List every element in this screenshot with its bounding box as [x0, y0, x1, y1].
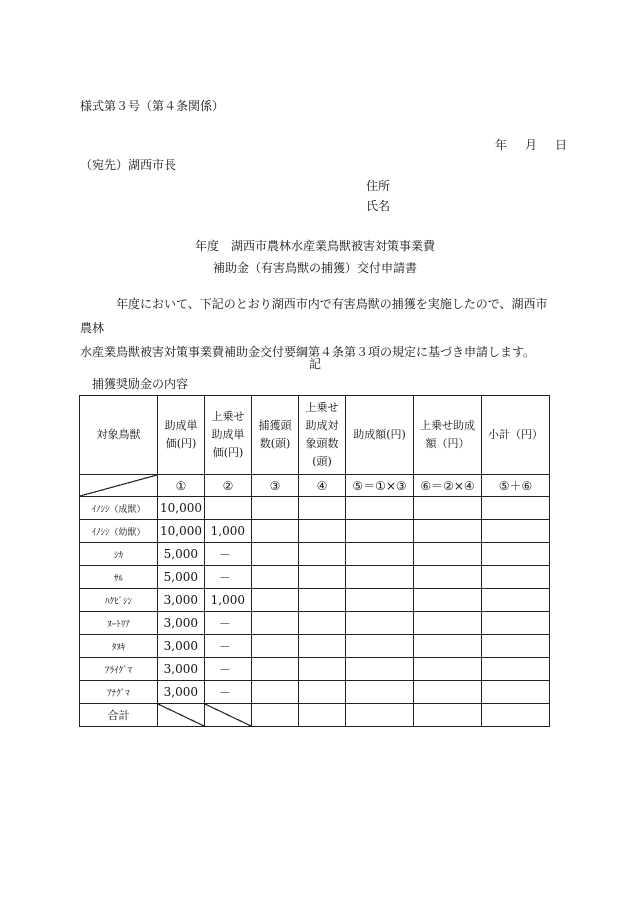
animal-name-cell: ｻﾙ	[80, 566, 158, 589]
addressee: （宛先）湖西市長	[80, 158, 177, 172]
body-text	[80, 292, 550, 364]
extra-amount-cell[interactable]	[414, 589, 482, 612]
numbering-cell: ④	[299, 475, 346, 497]
extra-unit-price-cell	[205, 497, 252, 520]
table-row	[80, 543, 550, 566]
subtotal-cell[interactable]	[482, 497, 550, 520]
extra-amount-cell[interactable]	[414, 497, 482, 520]
subtotal-cell[interactable]	[482, 681, 550, 704]
table-row	[80, 681, 550, 704]
header-cell: 助成単価(円)	[158, 396, 205, 475]
heads-cell[interactable]	[252, 612, 299, 635]
total-amount-cell[interactable]	[346, 704, 414, 727]
table-row	[80, 520, 550, 543]
name-label: 氏名	[366, 199, 391, 213]
animal-name-cell: ﾇｰﾄﾘｱ	[80, 612, 158, 635]
header-cell: 助成額(円)	[346, 396, 414, 475]
extra-amount-cell[interactable]	[414, 635, 482, 658]
unit-price-cell: 10,000	[158, 520, 205, 543]
extra-unit-price-cell: －	[205, 543, 252, 566]
title-line-1: 年度 湖西市農林水産業鳥獣被害対策事業費	[194, 239, 435, 253]
total-extra-heads-cell[interactable]	[299, 704, 346, 727]
table-row	[80, 566, 550, 589]
subtotal-cell[interactable]	[482, 658, 550, 681]
extra-heads-cell[interactable]	[299, 520, 346, 543]
table-row	[80, 635, 550, 658]
heads-cell[interactable]	[252, 497, 299, 520]
heads-cell[interactable]	[252, 589, 299, 612]
animal-name-cell: ﾀﾇｷ	[80, 635, 158, 658]
animal-name-cell: ﾊｸﾋﾞｼﾝ	[80, 589, 158, 612]
numbering-row	[80, 475, 550, 497]
numbering-cell: ③	[252, 475, 299, 497]
unit-price-cell: 5,000	[158, 543, 205, 566]
numbering-cell: ②	[205, 475, 252, 497]
total-subtotal-cell[interactable]	[482, 704, 550, 727]
section-title: 捕獲奨励金の内容	[92, 377, 189, 391]
numbering-cell: ⑤＝①×③	[346, 475, 414, 497]
heads-cell[interactable]	[252, 566, 299, 589]
header-cell: 小計（円）	[482, 396, 550, 475]
table-row	[80, 658, 550, 681]
unit-price-cell: 3,000	[158, 589, 205, 612]
extra-unit-price-cell: －	[205, 658, 252, 681]
animal-name-cell: ｱﾅｸﾞﾏ	[80, 681, 158, 704]
unit-price-cell: 3,000	[158, 681, 205, 704]
extra-heads-cell[interactable]	[299, 566, 346, 589]
amount-cell[interactable]	[346, 497, 414, 520]
heads-cell[interactable]	[252, 520, 299, 543]
heads-cell[interactable]	[252, 681, 299, 704]
animal-name-cell: ｼｶ	[80, 543, 158, 566]
ki-mark: 記	[309, 357, 322, 371]
extra-unit-price-cell: 1,000	[205, 520, 252, 543]
subsidy-table	[79, 395, 550, 727]
unit-price-cell: 10,000	[158, 497, 205, 520]
extra-unit-price-cell: －	[205, 681, 252, 704]
extra-amount-cell[interactable]	[414, 566, 482, 589]
heads-cell[interactable]	[252, 543, 299, 566]
total-heads-cell[interactable]	[252, 704, 299, 727]
extra-heads-cell[interactable]	[299, 497, 346, 520]
numbering-cell: ⑥＝②×④	[414, 475, 482, 497]
header-cell: 上乗せ助成対象頭数(頭)	[299, 396, 346, 475]
unit-price-cell: 5,000	[158, 566, 205, 589]
animal-name-cell: ｱﾗｲｸﾞﾏ	[80, 658, 158, 681]
subtotal-cell[interactable]	[482, 520, 550, 543]
extra-unit-price-cell: －	[205, 612, 252, 635]
extra-heads-cell[interactable]	[299, 612, 346, 635]
subtotal-cell[interactable]	[482, 543, 550, 566]
amount-cell[interactable]	[346, 658, 414, 681]
address-label: 住所	[366, 179, 391, 193]
extra-heads-cell[interactable]	[299, 681, 346, 704]
numbering-cell: ⑤＋⑥	[482, 475, 550, 497]
extra-unit-price-cell: 1,000	[205, 589, 252, 612]
total-blank-cell	[158, 704, 205, 727]
body-line-1: 年度において、下記のとおり湖西市内で有害鳥獣の捕獲を実施したので、湖西市農林	[80, 297, 548, 335]
date-line: 年 月 日	[495, 138, 571, 152]
extra-unit-price-cell: －	[205, 635, 252, 658]
amount-cell[interactable]	[346, 635, 414, 658]
subtotal-cell[interactable]	[482, 612, 550, 635]
numbering-cell: ①	[158, 475, 205, 497]
extra-heads-cell[interactable]	[299, 658, 346, 681]
amount-cell[interactable]	[346, 589, 414, 612]
body-line-2: 水産業鳥獣被害対策事業費補助金交付要綱第４条第３項の規定に基づき申請します。	[80, 345, 536, 359]
extra-amount-cell[interactable]	[414, 520, 482, 543]
unit-price-cell: 3,000	[158, 635, 205, 658]
total-extra-amount-cell[interactable]	[414, 704, 482, 727]
extra-heads-cell[interactable]	[299, 589, 346, 612]
extra-heads-cell[interactable]	[299, 635, 346, 658]
table-row	[80, 589, 550, 612]
unit-price-cell: 3,000	[158, 612, 205, 635]
extra-amount-cell[interactable]	[414, 658, 482, 681]
extra-amount-cell[interactable]	[414, 612, 482, 635]
total-blank-cell	[205, 704, 252, 727]
header-cell: 上乗せ助成単価(円)	[205, 396, 252, 475]
total-row	[80, 704, 550, 727]
extra-heads-cell[interactable]	[299, 543, 346, 566]
form-number: 様式第３号（第４条関係）	[80, 99, 225, 113]
table-row	[80, 497, 550, 520]
header-cell: 対象鳥獣	[80, 396, 158, 475]
subtotal-cell[interactable]	[482, 566, 550, 589]
extra-unit-price-cell: －	[205, 566, 252, 589]
amount-cell[interactable]	[346, 566, 414, 589]
subtotal-cell[interactable]	[482, 589, 550, 612]
amount-cell[interactable]	[346, 681, 414, 704]
subtotal-cell[interactable]	[482, 635, 550, 658]
animal-name-cell: ｲﾉｼｼ（幼獣）	[80, 520, 158, 543]
total-label: 合計	[80, 704, 158, 727]
animal-name-cell: ｲﾉｼｼ（成獣）	[80, 497, 158, 520]
extra-amount-cell[interactable]	[414, 543, 482, 566]
extra-amount-cell[interactable]	[414, 681, 482, 704]
header-cell: 捕獲頭数(頭)	[252, 396, 299, 475]
table-row	[80, 612, 550, 635]
amount-cell[interactable]	[346, 543, 414, 566]
header-cell: 上乗せ助成額（円）	[414, 396, 482, 475]
amount-cell[interactable]	[346, 612, 414, 635]
amount-cell[interactable]	[346, 520, 414, 543]
header-row	[80, 396, 550, 475]
heads-cell[interactable]	[252, 658, 299, 681]
numbering-blank-cell	[80, 475, 158, 497]
heads-cell[interactable]	[252, 635, 299, 658]
unit-price-cell: 3,000	[158, 658, 205, 681]
title-line-2: 補助金（有害鳥獣の捕獲）交付申請書	[212, 261, 417, 275]
